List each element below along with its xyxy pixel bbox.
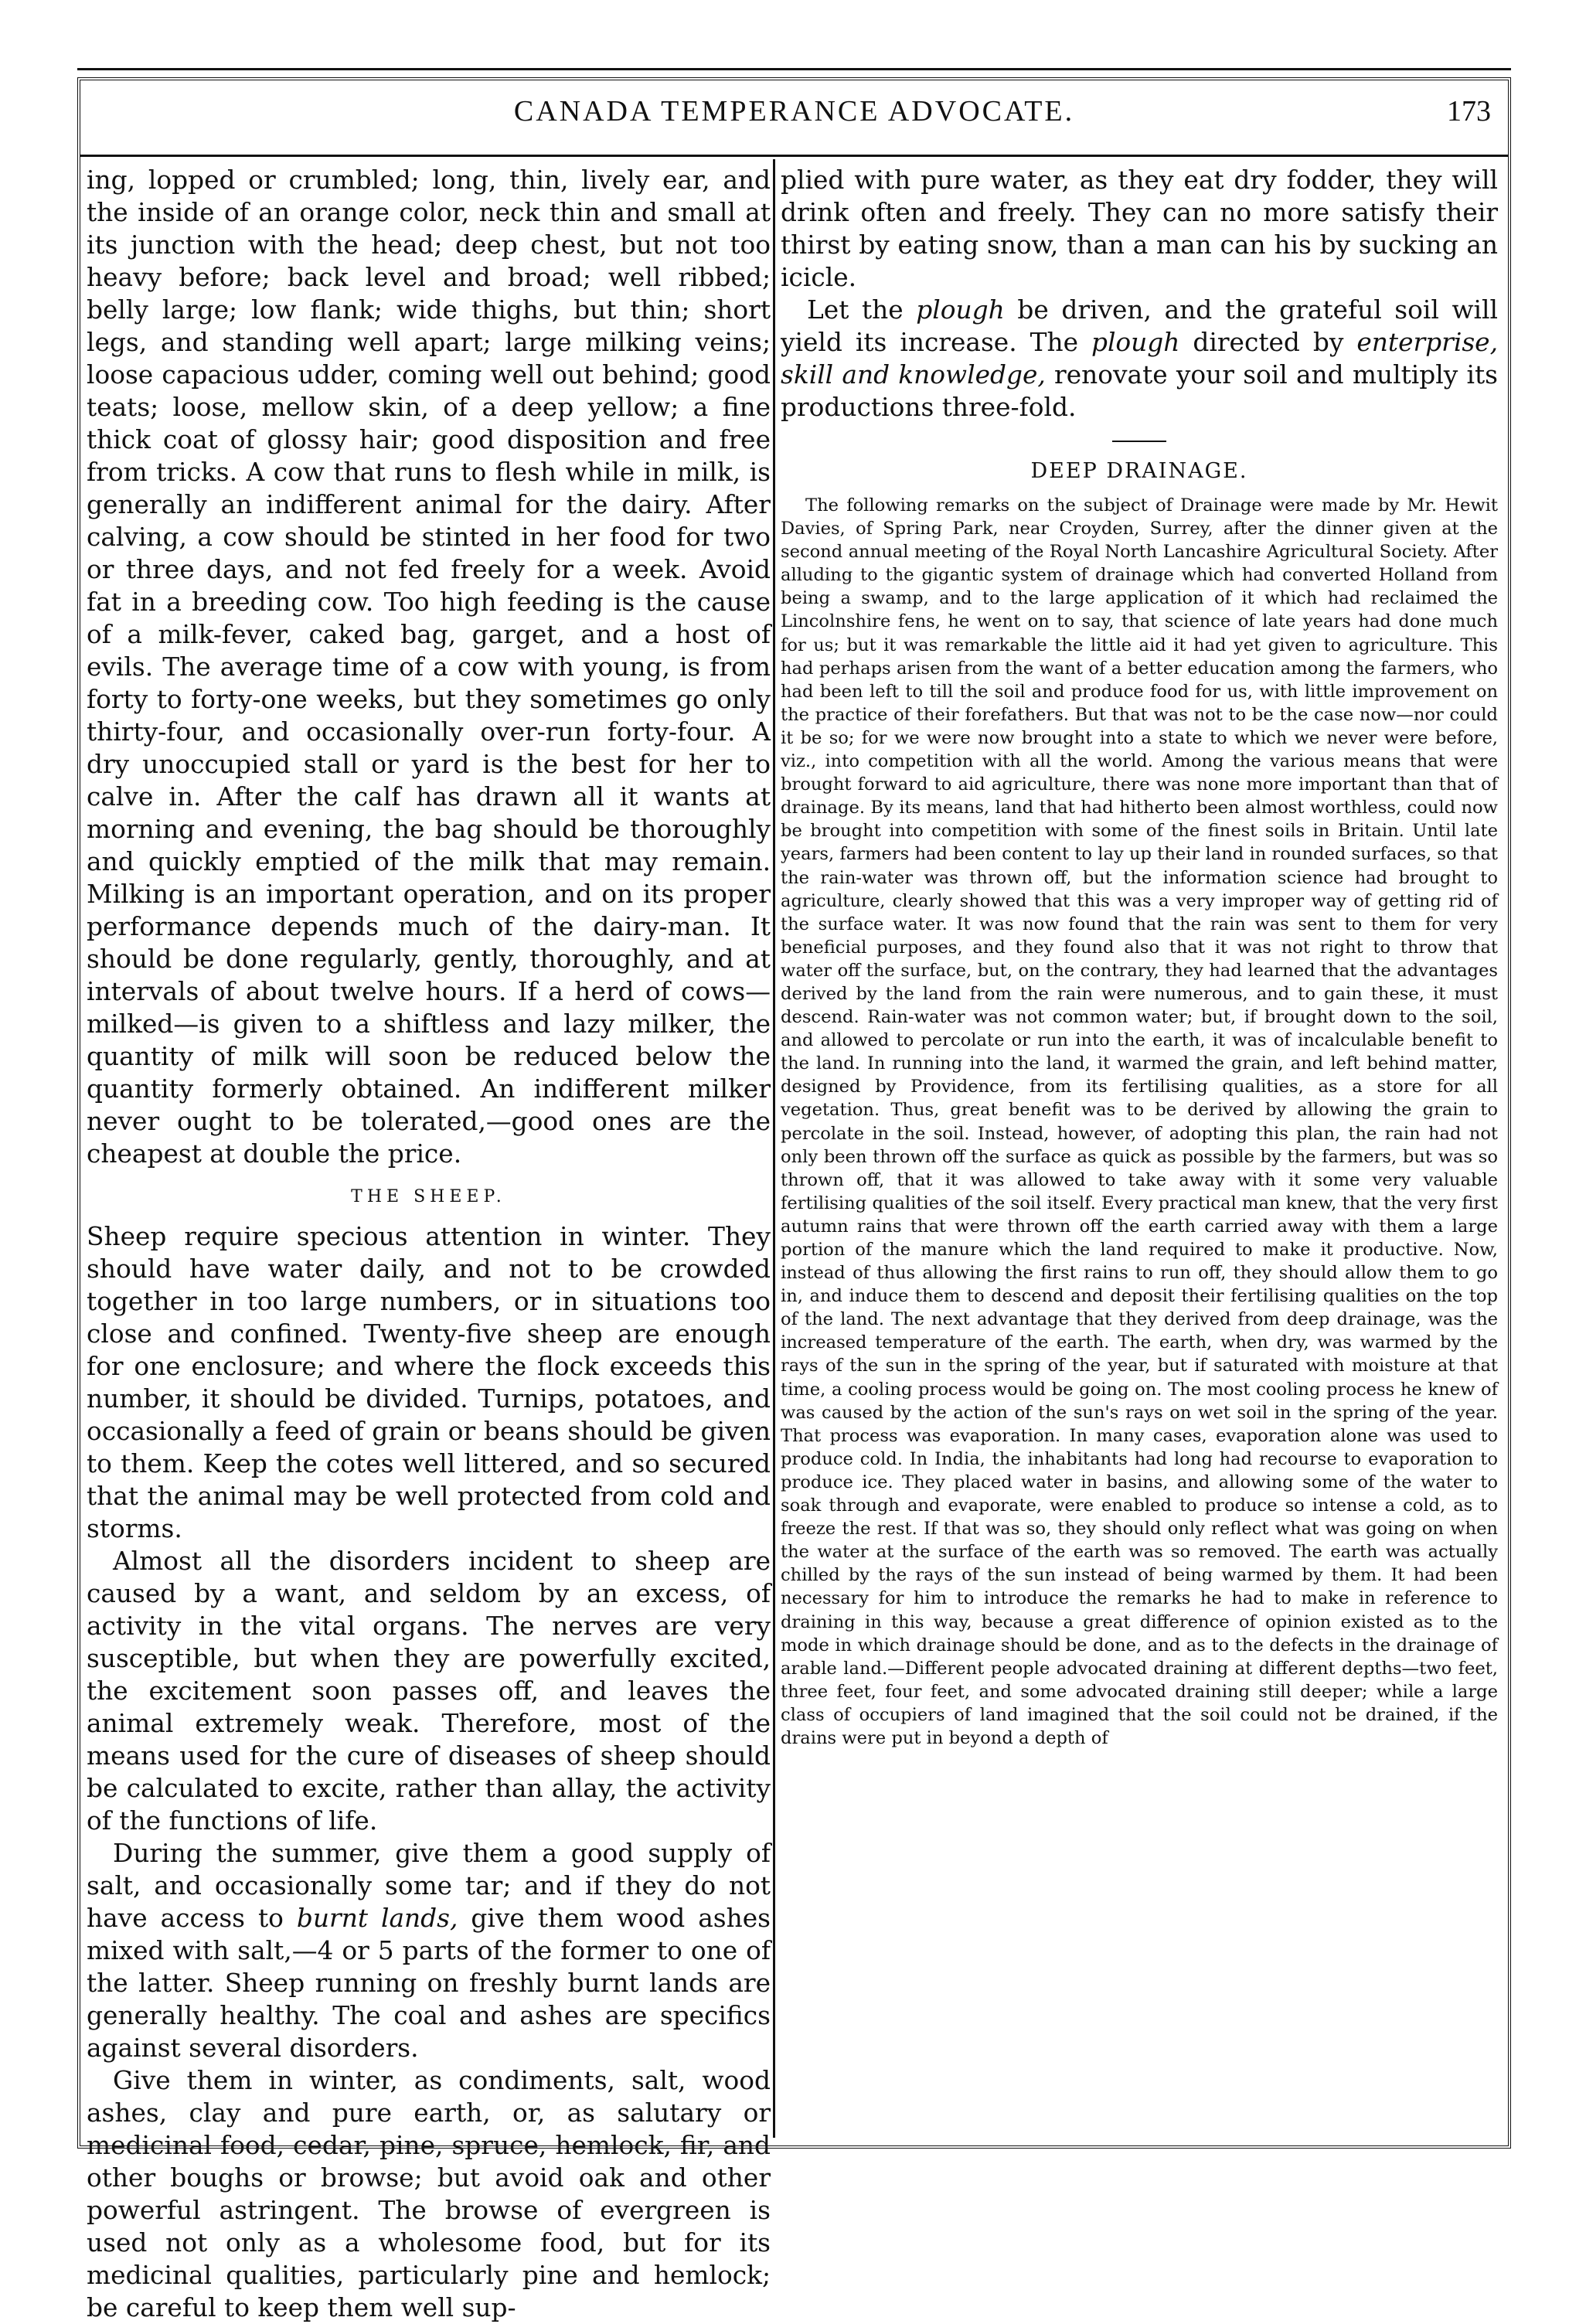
sheep-paragraph-3-text-b: give them wood ashes mixed with salt,—4 or 5 parts of the former to one of the latter. Sheep running on freshly burnt lands are generally healthy. The coal and ashes are specifics against several disorders. [87, 1904, 771, 2063]
section-separator-rule [1112, 441, 1166, 442]
sheep-paragraph-3 [87, 1837, 771, 2064]
left-column [87, 164, 771, 2322]
right-column [781, 164, 1498, 2131]
column-divider [773, 159, 775, 2138]
plough-emphasis-1: plough [916, 295, 1005, 325]
plough-text-b: be driven, and the grateful soil will yield its increase. The [781, 295, 1498, 357]
page-header [80, 80, 1508, 148]
sheep-heading: THE SHEEP. [351, 1187, 506, 1206]
plough-text-a: Let the [807, 295, 917, 325]
top-border-rule [77, 68, 1511, 70]
running-title: CANADA TEMPERANCE ADVOCATE. [513, 95, 1075, 128]
sheep-paragraph-3-emphasis: burnt lands, [296, 1904, 458, 1933]
plough-emphasis-3: enterprise, skill and knowledge, [781, 328, 1498, 390]
sheep-paragraph-1: Sheep require specious attention in winter. They should have water daily, and not to be crowded together in too large numbers, or in situations too close and confined. Twenty-five sheep are enough for one enclosure; and where the flock exceeds this number, it should be divided. Turnips, potatoes, and occasionally a feed of grain or beans should be given to them. Keep the cotes well littered, and so secured that the animal may be well protected from cold and storms. [87, 1222, 771, 1543]
plough-paragraph [781, 294, 1498, 424]
sheep-article-continued: plied with pure water, as they eat dry fodder, they will drink often and freely. They can no more satisfy their thirst by eating snow, than a man can his by sucking an icicle. [781, 165, 1498, 292]
sheep-paragraph-2: Almost all the disorders incident to sheep are caused by a want, and seldom by an excess, of activity in the vital organs. The nerves are very susceptible, but when they are powerfully excited, the excitement soon passes off, and leaves the animal extremely weak. Therefore, most of the means used for the cure of diseases of sheep should be calculated to excite, rather than allay, the activity of the functions of life. [87, 1546, 771, 1836]
header-rule [80, 155, 1508, 157]
plough-emphasis-2: plough [1091, 328, 1180, 357]
deep-drainage-text: The following remarks on the subject of Drainage were made by Mr. Hewit Davies, of Spring Park, near Croyden, Surrey, after the dinner given at the second annual meeting of the Royal North Lancashire Agricultural Society. After alluding to the gigantic system of drainage which had converted Holland from being a swamp, and to the large application of it which had reclaimed the Lincolnshire fens, he went on to say, that science of late years had done much for us; but it was remarkable the little aid it had yet given to agriculture. This had perhaps arisen from the want of a better education among the farmers, who had been left to till the soil and produce food for us, with little improvement on the practice of their forefathers. But that was not to be the case now—nor could it be so; for we were now brought into a state to which we never were before, viz., into competition with all the world. Among the various means that were brought forward to aid agriculture, there was none more important than that of drainage. By its means, land that had hitherto been almost worthless, could now be brought into competition with some of the finest soils in Britain. Until late years, farmers had been content to lay up their land in rounded surfaces, so that the rain-water was thrown off, but the information science had brought to agriculture, clearly showed that this was a very improper way of getting rid of the surface water. It was now found that the rain was sent to them for very beneficial purposes, and they found also that it was not right to throw that water off the surface, but, on the contrary, they had learned that the advantages derived by the land from the rain were numerous, and to gain these, it must descend. Rain-water was not common water; but, if brought down to the soil, and allowed to percolate or run into the earth, it was of incalculable benefit to the land. In running into the land, it warmed the grain, and left behind matter, designed by Providence, from its fertilising qualities, as a store for all vegetation. Thus, great benefit was to be derived by allowing the grain to percolate in the soil. Instead, however, of adopting this plan, the rain had not only been thrown off the surface as quick as possible by the farmers, but was so thrown off, that it was allowed to take away with it some very valuable fertilising qualities of the soil itself. Every practical man knew, that the very first autumn rains that were thrown off the earth carried away with them a large portion of the manure which the land required to make it productive. Now, instead of thus allowing the first rains to run off, they should allow them to go in, and induce them to descend and deposit their fertilising qualities on the top of the land. The next advantage that they derived from deep drainage, was the increased temperature of the earth. The earth, when dry, was warmed by the rays of the sun in the spring of the year, but if saturated with moisture at that time, a cooling process would be going on. The most cooling process he knew of was caused by the action of the sun's rays on wet soil in the spring of the year. That process was evaporation. In many cases, evaporation alone was used to produce cold. In India, the inhabitants had long had recourse to evaporation to produce ice. They placed water in basins, and allowing some of the water to soak through and evaporate, were enabled to produce so intense a cold, as to freeze the rest. If that was so, they should only reflect what was going on when the water at the surface of the earth was so removed. The earth was actually chilled by the rays of the sun instead of being warmed by them. It had been necessary for him to introduce the remarks he had to make in reference to draining in this way, because a great difference of opinion existed as to the mode in which drainage should be done, and as to the defects in the drainage of arable land.—Different people advocated draining at different depths—two feet, three feet, four feet, and some advocated draining still deeper; while a large class of occupiers of land imagined that the soil could not be drained, if the drains were put in beyond a depth of [781, 495, 1498, 1748]
page-number: 173 [1447, 95, 1491, 128]
deep-drainage-heading: DEEP DRAINAGE. [1030, 459, 1248, 483]
plough-text-d: renovate your soil and multiply its productions three-fold. [781, 360, 1498, 422]
plough-text-c: directed by [1179, 328, 1357, 357]
cow-article-continued: ing, lopped or crumbled; long, thin, lively ear, and the inside of an orange color, neck thin and small at its junction with the head; deep chest, but not too heavy before; back level and broad; well ribbed; belly large; low flank; wide thighs, but thin; short legs, and standing well apart; large milking veins; loose capacious udder, coming well out behind; good teats; loose, mellow skin, of a deep yellow; a fine thick coat of glossy hair; good disposition and free from tricks. A cow that runs to flesh while in milk, is generally an indifferent animal for the dairy. After calving, a cow should be stinted in her food for two or three days, and not fed freely for a week. Avoid fat in a breeding cow. Too high feeding is the cause of a milk-fever, caked bag, garget, and a host of evils. The average time of a cow with young, is from forty to forty-one weeks, but they sometimes go only thirty-four, and occasionally over-run forty-four. A dry unoccupied stall or yard is the best for her to calve in. After the calf has drawn all it wants at morning and evening, the bag should be thoroughly and quickly emptied of the milk that may remain. Milking is an important operation, and on its proper performance depends much of the dairy-man. It should be done regularly, gently, thoroughly, and at intervals of about twelve hours. If a herd of cows—milked—is given to a shiftless and lazy milker, the quantity of milk will soon be reduced below the quantity formerly obtained. An indifferent milker never ought to be tolerated,—good ones are the cheapest at double the price. [87, 165, 771, 1169]
sheep-paragraph-3-text-a: During the summer, give them a good supply of salt, and occasionally some tar; and if they do not have access to [87, 1839, 771, 1933]
sheep-paragraph-4: Give them in winter, as condiments, salt, wood ashes, clay and pure earth, or, as salutary or medicinal food, cedar, pine, spruce, hemlock, fir, and other boughs or browse; but avoid oak and other powerful astringent. The browse of evergreen is used not only as a wholesome food, but for its medicinal qualities, particularly pine and hemlock; be careful to keep them well sup- [87, 2066, 771, 2322]
